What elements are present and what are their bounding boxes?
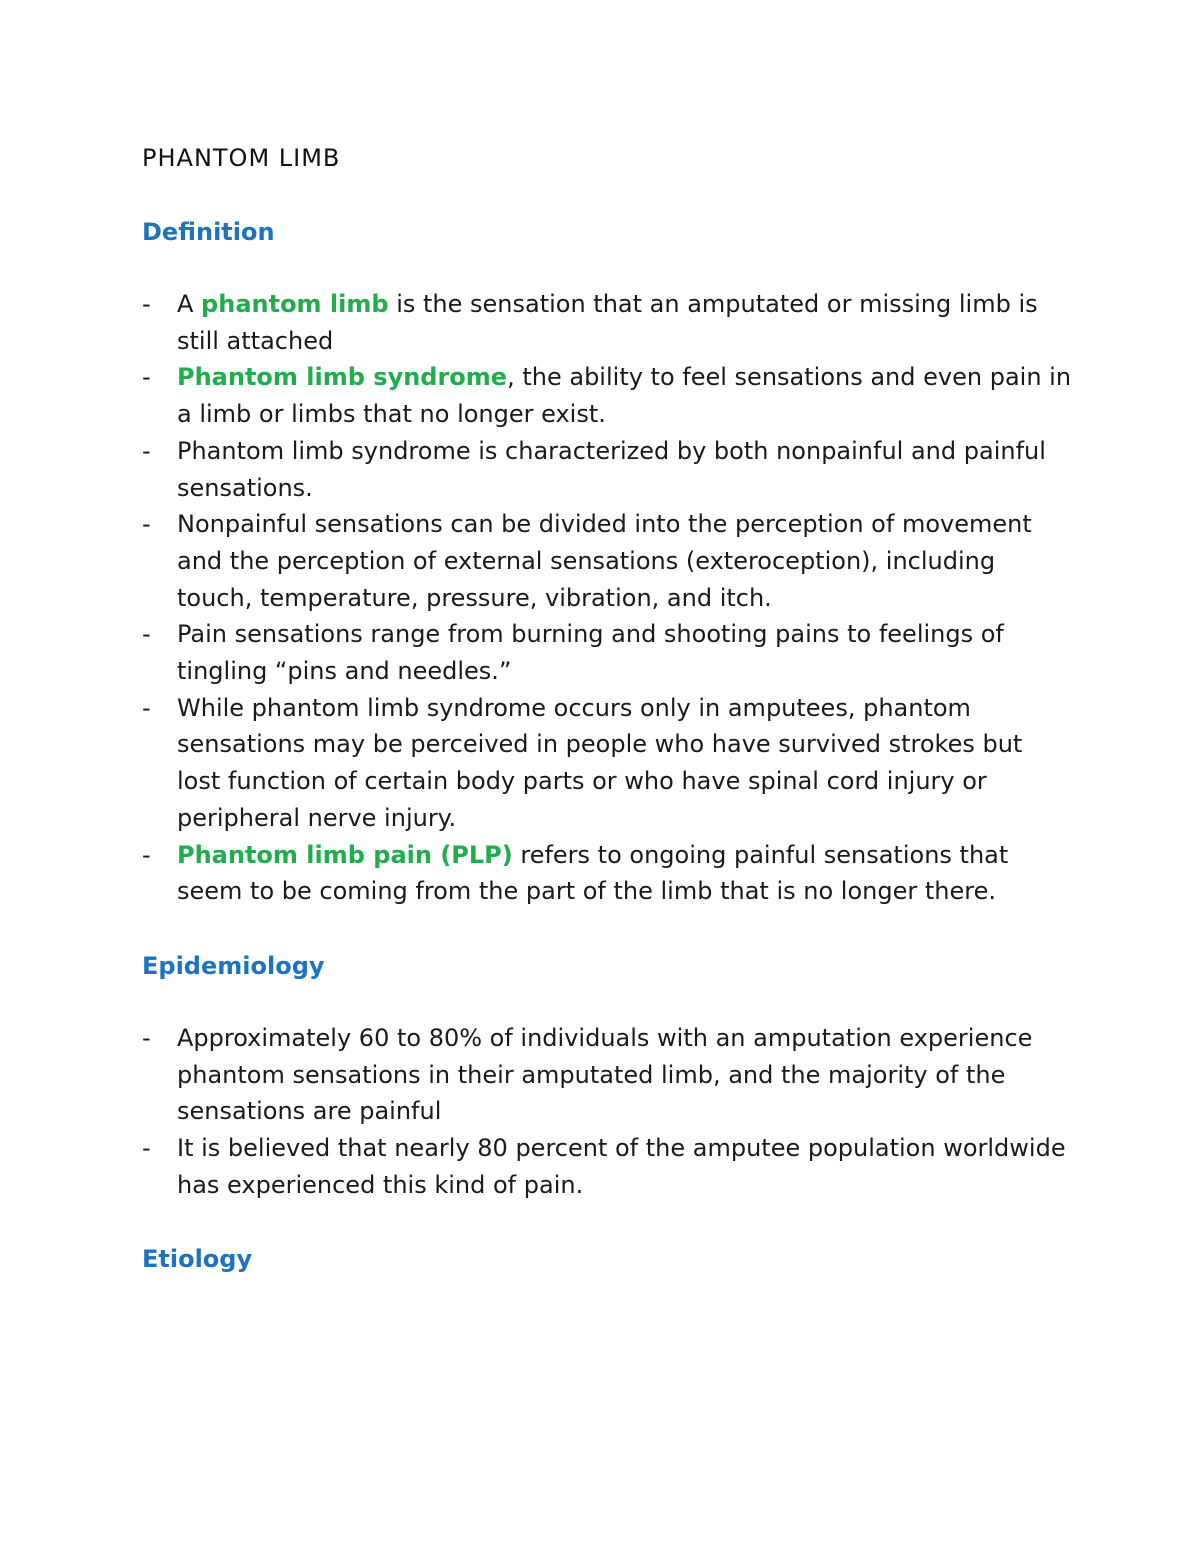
- item-text-post: , the ability to feel sensations and even pain in a limb or limbs that no longer exist.: [177, 363, 1072, 429]
- bullet-dash: -: [142, 840, 151, 869]
- list-item: [142, 616, 1072, 689]
- item-text: Approximately 60 to 80% of individuals with an amputation experience phantom sensations in their amputated limb, and the majority of the sensations are painful: [177, 1023, 1033, 1126]
- item-text: It is believed that nearly 80 percent of the amputee population worldwide has experienced this kind of pain.: [177, 1134, 1066, 1199]
- document-page: [142, 138, 1072, 1279]
- bullet-dash: -: [142, 1134, 151, 1163]
- item-text-post: refers to ongoing painful sensations that seem to be coming from the part of the limb that is no longer there.: [177, 840, 1009, 906]
- item-text-post: is the sensation that an amputated or missing limb is still attached: [177, 290, 1038, 355]
- bullet-dash: -: [142, 510, 151, 539]
- section-heading-epidemiology: Epidemiology: [142, 951, 325, 980]
- item-text: Pain sensations range from burning and shooting pains to feelings of tingling “pins and needles.”: [177, 620, 1004, 686]
- item-text: While phantom limb syndrome occurs only in amputees, phantom sensations may be perceived in people who have survived strokes but lost function of certain body parts or who have spinal cord injury or peripheral nerve injury.: [177, 693, 1023, 832]
- list-item: [142, 433, 1072, 506]
- item-text-pre: A: [177, 290, 202, 318]
- section-heading-definition: Definition: [142, 218, 275, 246]
- bullet-dash: -: [142, 620, 151, 649]
- bullet-dash: -: [142, 290, 151, 318]
- item-text: Phantom limb syndrome is characterized by both nonpainful and painful sensations.: [177, 436, 1046, 502]
- list-item: [142, 506, 1072, 616]
- bullet-dash: -: [142, 693, 151, 722]
- definition-list: [142, 286, 1072, 910]
- list-item: [142, 690, 1072, 837]
- list-item: [142, 1130, 1072, 1203]
- item-text: Nonpainful sensations can be divided into the perception of movement and the perception of external sensations (exteroception), including touch, temperature, pressure, vibration, and itch.: [177, 510, 1032, 612]
- highlighted-term: Phantom limb syndrome: [177, 363, 508, 392]
- bullet-dash: -: [142, 363, 151, 392]
- highlighted-term: phantom limb: [201, 290, 389, 318]
- list-item: [142, 1020, 1072, 1130]
- document-title: PHANTOM LIMB: [142, 144, 341, 172]
- list-item: [142, 286, 1072, 359]
- highlighted-term: Phantom limb pain (PLP): [177, 840, 513, 869]
- section-heading-etiology: Etiology: [142, 1245, 253, 1274]
- bullet-dash: -: [142, 1023, 151, 1052]
- list-item: [142, 837, 1072, 910]
- list-item: [142, 359, 1072, 432]
- epidemiology-list: [142, 1020, 1072, 1204]
- bullet-dash: -: [142, 436, 151, 465]
